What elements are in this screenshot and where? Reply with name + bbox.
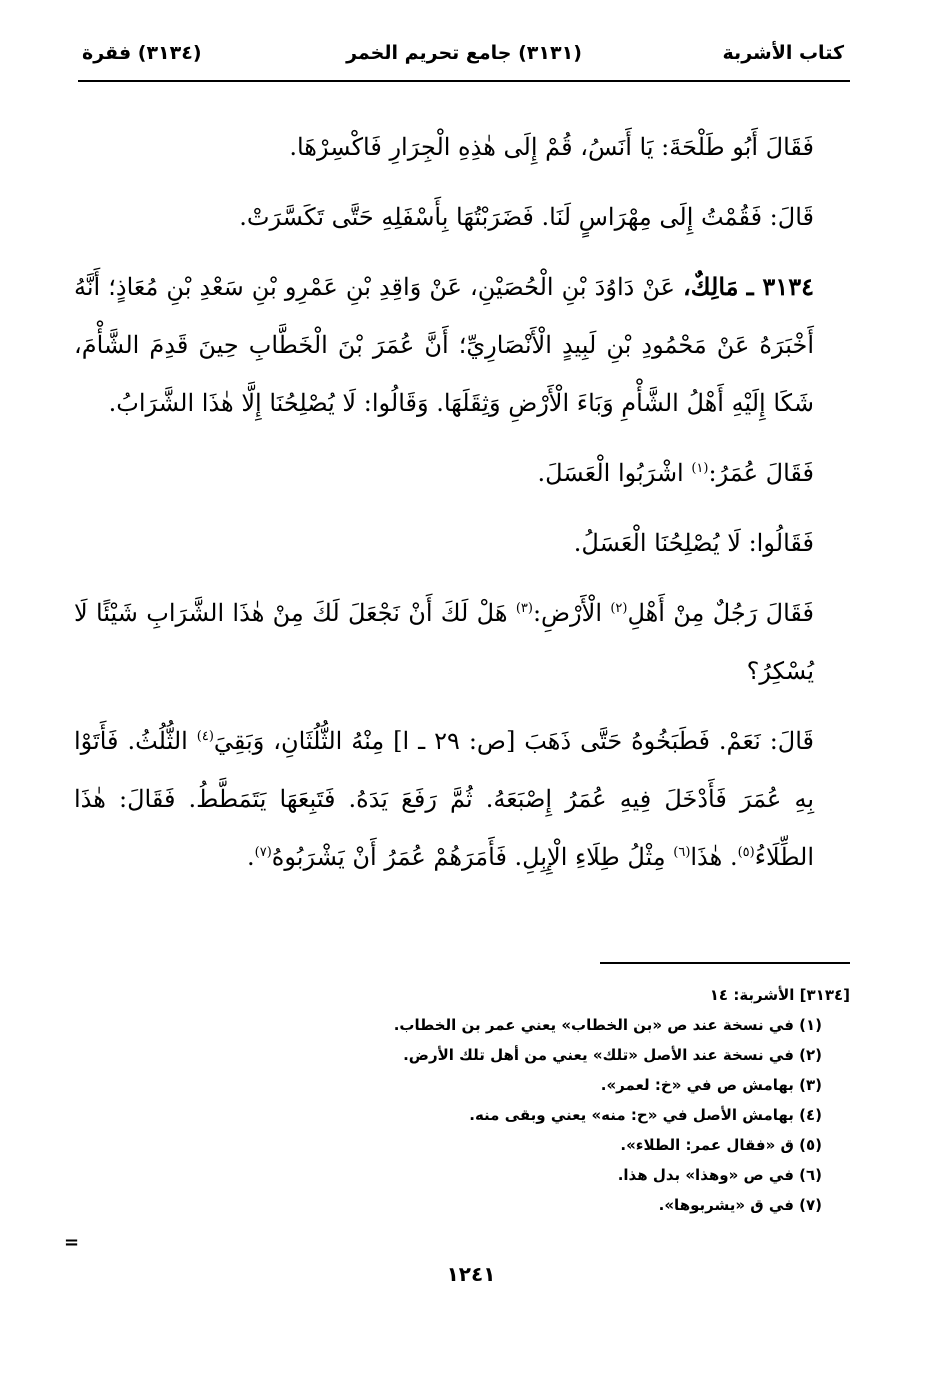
header-book-title: كتاب الأشربة bbox=[722, 42, 844, 64]
paragraph-1 bbox=[74, 118, 814, 176]
header-chapter-title: (٣١٣١) جامع تحريم الخمر bbox=[346, 42, 582, 64]
footnote-marker-2: (٢) bbox=[610, 601, 628, 616]
paragraph-6-text-a: فَقَالَ رَجُلٌ مِنْ أَهْلِ bbox=[627, 599, 815, 627]
paragraph-5-text: فَقَالُوا: لَا يُصْلِحُنَا الْعَسَلُ. bbox=[573, 529, 814, 557]
footnote-marker-1: (١) bbox=[691, 461, 709, 476]
paragraph-6-text-c: هَلْ لَكَ أَنْ نَجْعَلَ لَكَ مِنْ هٰذَا الشَّرَابِ شَيْئًا لَا يُسْكِرُ؟ bbox=[74, 599, 814, 685]
paragraph-4-text-a: فَقَالَ عُمَرُ: bbox=[708, 459, 814, 487]
paragraph-7-text-d: مِثْلُ طِلَاءِ الْإِبِلِ. فَأَمَرَهُمْ عُمَرُ أَنْ يَشْرَبُوهُ bbox=[271, 843, 674, 871]
header-divider bbox=[78, 80, 850, 82]
paragraph-7 bbox=[74, 712, 814, 886]
footnote-divider bbox=[600, 962, 850, 964]
footnote-1: (١) في نسخة عند ص «بن الخطاب» يعني عمر بن الخطاب. bbox=[393, 1016, 822, 1034]
footnote-7: (٧) في ق «يشربوها». bbox=[658, 1196, 822, 1214]
paragraph-1-text: فَقَالَ أَبُو طَلْحَةَ: يَا أَنَسُ، قُمْ إِلَى هٰذِهِ الْجِرَارِ فَاكْسِرْهَا. bbox=[289, 133, 814, 161]
paragraph-7-text-a: قَالَ: نَعَمْ. فَطَبَخُوهُ حَتَّى ذَهَبَ [ص: ٢٩ ـ ا] مِنْهُ الثُّلُثَانِ، وَبَقِيَ bbox=[213, 727, 815, 755]
footnote-3: (٣) بهامش ص في «خ: لعمر». bbox=[600, 1076, 822, 1094]
paragraph-7-text-c: . هٰذَا bbox=[690, 843, 738, 871]
footnote-reference: [٣١٣٤] الأشربة: ١٤ bbox=[709, 986, 850, 1004]
paragraph-5 bbox=[74, 514, 814, 572]
paragraph-4 bbox=[74, 444, 814, 502]
paragraph-2-text: قَالَ: فَقُمْتُ إِلَى مِهْرَاسٍ لَنَا. فَضَرَبْتُهَا بِأَسْفَلِهِ حَتَّى تَكَسَّرَتْ. bbox=[239, 203, 814, 231]
footnotes bbox=[180, 980, 850, 1220]
hadith-number: ٣١٣٤ ـ bbox=[746, 272, 814, 301]
paragraph-4-text-b: اشْرَبُوا الْعَسَلَ. bbox=[537, 459, 692, 487]
paragraph-7-text-b: الثُّلُثُ. فَأَتَوْا بِهِ عُمَرَ فَأَدْخَلَ فِيهِ عُمَرُ إِصْبَعَهُ. ثُمَّ رَفَعَ يَدَهُ. فَتَبِعَهَا يَتَمَطَّطُ. فَقَالَ: هٰذَا الطِّلَاءُ bbox=[74, 727, 814, 871]
hadith-narrator: مَالِكٌ، bbox=[683, 272, 739, 301]
hadith-text: عَنْ دَاوُدَ بْنِ الْحُصَيْنِ، عَنْ وَاقِدِ بْنِ عَمْرِو بْنِ سَعْدِ بْنِ مُعَاذٍ؛ أَنَّهُ أَخْبَرَهُ عَنْ مَحْمُودِ بْنِ لَبِيدٍ الْأَنْصَارِيِّ؛ أَنَّ عُمَرَ بْنَ الْخَطَّابِ حِينَ قَدِمَ الشَّأْمَ، شَكَا إِلَيْهِ أَهْلُ الشَّأْمِ وَبَاءَ الْأَرْضِ وَثِقَلَهَا. وَقَالُوا: لَا يُصْلِحُنَا إِلَّا هٰذَا الشَّرَابُ. bbox=[74, 273, 814, 417]
footnote-marker-7: (٧) bbox=[254, 845, 272, 860]
page-number: ١٢٤١ bbox=[446, 1262, 496, 1286]
footnote-2: (٢) في نسخة عند الأصل «تلك» يعني من أهل تلك الأرض. bbox=[403, 1046, 822, 1064]
hadith-3134 bbox=[74, 258, 814, 432]
paragraph-7-text-e: . bbox=[247, 843, 255, 871]
footnote-6: (٦) في ص «وهذا» بدل هذا. bbox=[617, 1166, 822, 1184]
paragraph-2 bbox=[74, 188, 814, 246]
footnote-marker-5: (٥) bbox=[737, 845, 755, 860]
paragraph-6 bbox=[74, 584, 814, 700]
paragraph-6-text-b: الْأَرْضِ: bbox=[532, 599, 611, 627]
header-paragraph-number: (٣١٣٤) فقرة bbox=[82, 42, 202, 64]
running-header bbox=[78, 36, 850, 80]
footnote-4: (٤) بهامش الأصل في «ح: منه» يعني وبقى منه. bbox=[469, 1106, 822, 1124]
continuation-mark: = bbox=[64, 1232, 80, 1253]
footnote-marker-6: (٦) bbox=[673, 845, 691, 860]
main-text bbox=[74, 118, 814, 898]
footnote-marker-4: (٤) bbox=[196, 729, 214, 744]
footnote-marker-3: (٣) bbox=[515, 601, 533, 616]
footnote-5: (٥) ق «فقال عمر: الطلاء». bbox=[620, 1136, 822, 1154]
